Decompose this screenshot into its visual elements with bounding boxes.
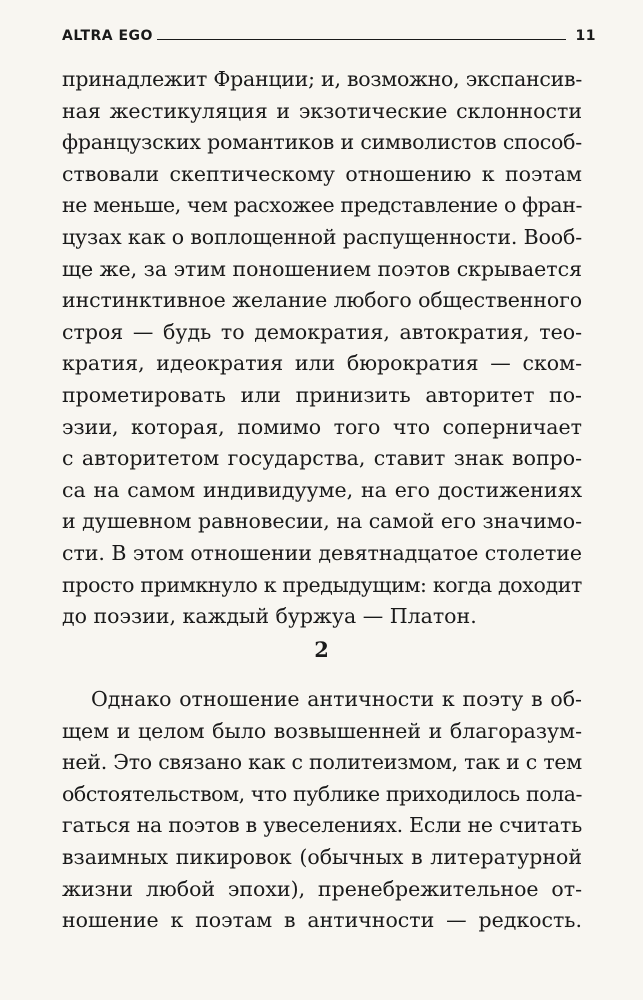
text-line: щем и целом было возвышенней и благоразум- — [62, 718, 582, 743]
text-line: ношение к поэтам в античности — редкость. — [62, 908, 582, 933]
text-line: взаимных пикировок (обычных в литературной — [62, 844, 582, 869]
text-line: с авторитетом государства, ставит знак вопро- — [62, 446, 582, 471]
running-head-rule — [157, 39, 566, 40]
text-line: строя — будь то демократия, автократия, тео- — [62, 319, 582, 344]
text-line: и душевном равновесии, на самой его значимо- — [62, 509, 582, 534]
running-head — [62, 20, 596, 44]
text-line: ная жестикуляция и экзотические склонности — [62, 98, 582, 123]
text-line: ствовали скептическому отношению к поэтам — [62, 161, 582, 186]
text-line: до поэзии, каждый буржуа — Платон. — [62, 604, 477, 629]
text-line: кратия, идеократия или бюрократия — ском- — [62, 351, 582, 376]
text-line: прометировать или принизить авторитет по- — [62, 382, 582, 407]
text-line: ней. Это связано как с политеизмом, так и с тем — [62, 750, 582, 775]
text-line: жизни любой эпохи), пренебрежительное от- — [62, 876, 582, 901]
paragraph-continued — [62, 64, 582, 633]
text-line: Однако отношение античности к поэту в об- — [91, 687, 582, 711]
page-number: 11 — [575, 28, 596, 44]
text-line: са на самом индивидууме, на его достижениях — [62, 477, 582, 502]
text-line: просто примкнуло к предыдущим: когда доходит — [62, 572, 582, 597]
paragraph — [62, 684, 582, 937]
text-line: гаться на поэтов в увеселениях. Если не считать — [62, 813, 582, 838]
text-line: ще же, за этим поношением поэтов скрывается — [62, 256, 582, 281]
text-line: не меньше, чем расхожее представление о фран- — [62, 193, 582, 218]
text-line: принадлежит Франции; и, возможно, экспансив- — [62, 67, 582, 91]
text-line: обстоятельством, что публике приходилось пола- — [62, 781, 582, 806]
text-line: сти. В этом отношении девятнадцатое столетие — [62, 540, 582, 565]
section-number: 2 — [314, 637, 329, 662]
text-line: французских романтиков и символистов способ- — [62, 130, 582, 155]
text-line: цузах как о воплощенной распущенности. Вооб- — [62, 224, 582, 249]
text-line: инстинктивное желание любого общественного — [62, 288, 582, 313]
running-head-title: ALTRA EGO — [62, 28, 153, 44]
text-line: эзии, которая, помимо того что соперничает — [62, 414, 582, 439]
